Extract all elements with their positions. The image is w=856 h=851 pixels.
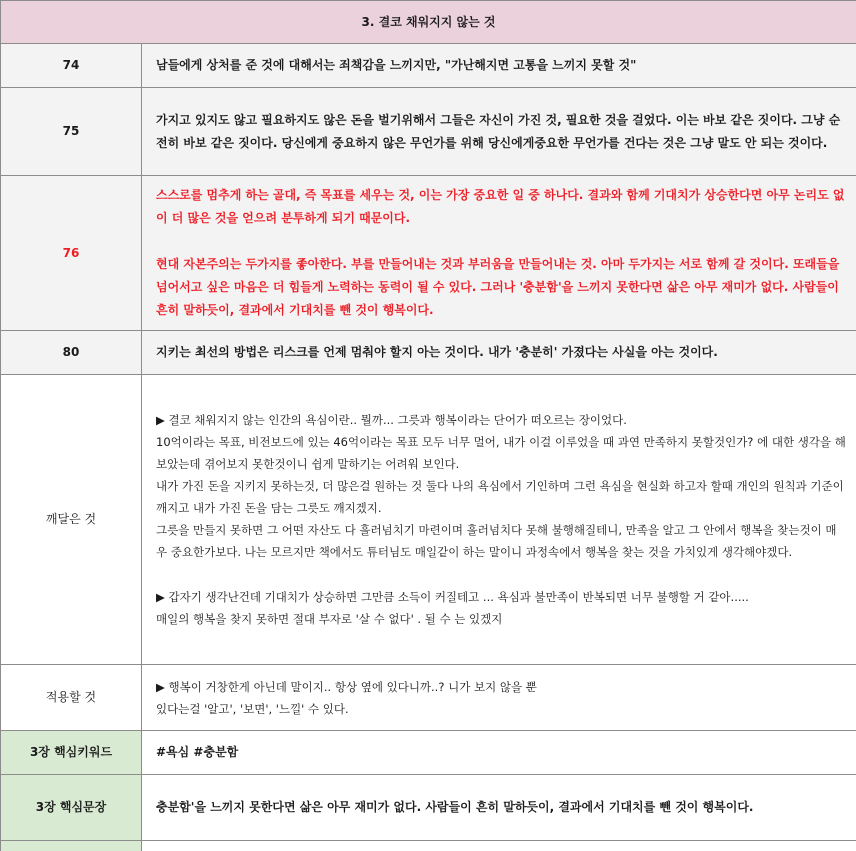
keyword-row [1,731,856,775]
trailing-cell [1,841,142,851]
key-sentence-label: 3장 핵심문장 [1,775,142,841]
quote-row-76 [1,176,856,331]
page-number: 76 [1,176,142,331]
quote-paragraph: 현대 자본주의는 두가지를 좋아한다. 부를 만들어내는 것과 부러움을 만들어내는 것. 아마 두가지는 서로 함께 갈 것이다. 또래들을 넘어서고 싶은 마음은 더 힘들게 노력하는 동력이 될 수 있다. 그러나 '충분함'을 느끼지 못한다면 삶은 아무 재미가 없다. 사람들이 흔히 말하듯이, 결과에서 기대치를 뺀 것이 행복이다. [156,253,846,322]
realization-text [142,375,856,665]
page-number: 80 [1,331,142,375]
keyword-text: #욕심 #충분함 [142,731,856,775]
quote-text: 가지고 있지도 않고 필요하지도 않은 돈을 벌기위해서 그들은 자신이 가진 것, 필요한 것을 걸었다. 이는 바보 같은 짓이다. 그냥 순전히 바보 같은 짓이다. 당신에게 중요하지 않은 무언가를 위해 당신에게중요한 무언가를 건다는 것은 그냥 말도 안 되는 것이다. [142,88,856,176]
quote-text [142,176,856,331]
realization-line: 10억이라는 목표, 비전보드에 있는 46억이라는 목표 모두 너무 멀어, 내가 이걸 이루었을 때 과연 만족하지 못할것인가? 에 대한 생각을 해보았는데 겪어보지 못한것이니 쉽게 말하기는 어려워 보인다. [156,431,846,475]
quote-row-80 [1,331,856,375]
realization-line: 내가 가진 돈을 지키지 못하는것, 더 많은걸 원하는 것 둘다 나의 욕심에서 기인하며 그런 욕심을 현실화 하고자 할때 개인의 원칙과 기준이 깨지고 내가 가진 돈을 담는 그릇도 깨지겠지. [156,475,846,519]
realization-line: 매일의 행복을 찾지 못하면 절대 부자로 '살 수 없다' . 될 수 는 있겠지 [156,608,846,630]
keyword-label: 3장 핵심키워드 [1,731,142,775]
key-sentence-text: 충분함'을 느끼지 못한다면 삶은 아무 재미가 없다. 사람들이 흔히 말하듯이, 결과에서 기대치를 뺀 것이 행복이다. [142,775,856,841]
page-number: 74 [1,44,142,88]
apply-label: 적용할 것 [1,665,142,731]
apply-line: 있다는걸 '알고', '보면', '느낄' 수 있다. [156,698,846,720]
realization-label: 깨달은 것 [1,375,142,665]
key-sentence-row [1,775,856,841]
section-header-row [1,1,856,44]
apply-text [142,665,856,731]
quote-row-74 [1,44,856,88]
apply-row [1,665,856,731]
realization-line: 그릇을 만들지 못하면 그 어떤 자산도 다 흘러넘치기 마련이며 흘러넘치다 못해 불행해질테니, 만족을 알고 그 안에서 행복을 찾는것이 매우 중요한가보다. 나는 모르지만 책에서도 튜터님도 매일같이 하는 말이니 과정속에서 행복을 찾는 것을 가치있게 생각해야겠다. [156,519,846,563]
realization-blank-line [156,563,846,586]
page-number: 75 [1,88,142,176]
realization-line: ▶ 갑자기 생각난건데 기대치가 상승하면 그만큼 소득이 커질테고 ... 욕심과 불만족이 반복되면 너무 불행할 거 같아..... [156,586,846,608]
quote-row-75 [1,88,856,176]
quote-text: 남들에게 상처를 준 것에 대해서는 죄책감을 느끼지만, "가난해지면 고통을 느끼지 못할 것" [142,44,856,88]
trailing-row [1,841,856,851]
apply-line: ▶ 행복이 거창한게 아닌데 말이지.. 항상 옆에 있다니까..? 니가 보지 않을 뿐 [156,676,846,698]
quote-paragraph: 스스로를 멈추게 하는 골대, 즉 목표를 세우는 것, 이는 가장 중요한 일 중 하나다. 결과와 함께 기대치가 상승한다면 아무 논리도 없이 더 많은 것을 얻으려 분투하게 되기 때문이다. [156,184,846,230]
realization-row [1,375,856,665]
realization-line: ▶ 결코 채워지지 않는 인간의 욕심이란.. 뭘까... 그릇과 행복이라는 단어가 떠오르는 장이었다. [156,409,846,431]
trailing-cell [142,841,856,851]
quote-text: 지키는 최선의 방법은 리스크를 언제 멈춰야 할지 아는 것이다. 내가 '충분히' 가졌다는 사실을 아는 것이다. [142,331,856,375]
section-title: 3. 결코 채워지지 않는 것 [1,1,856,44]
